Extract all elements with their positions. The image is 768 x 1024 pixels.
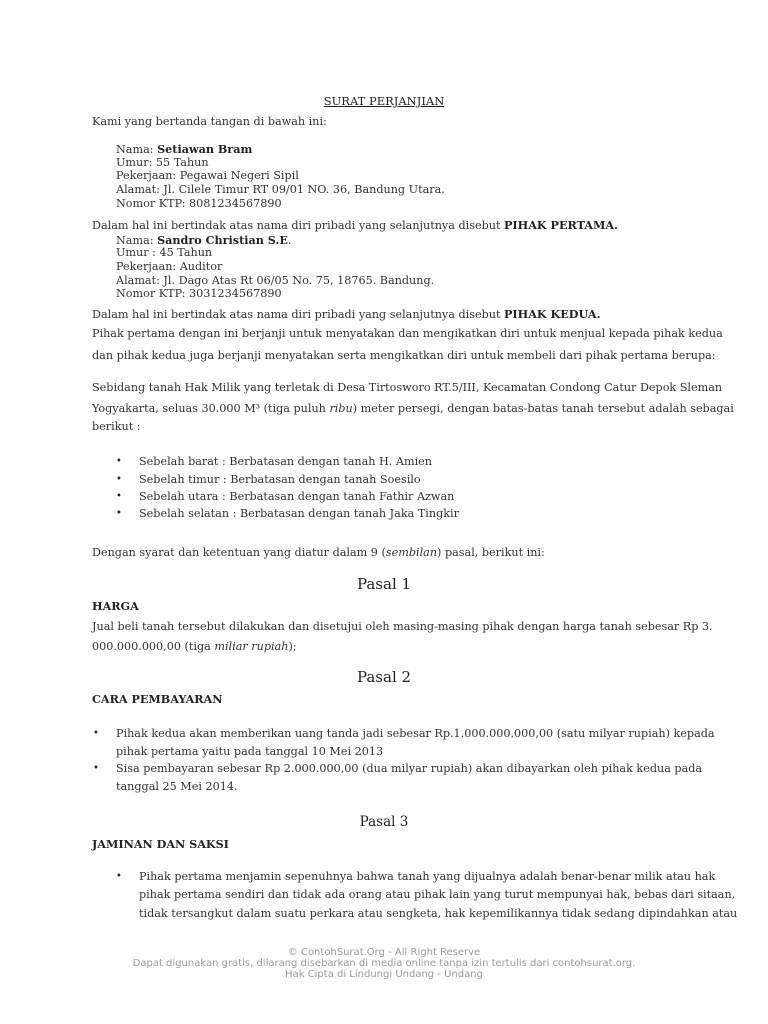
terms-text: Dengan syarat dan ketentuan yang diatur dalam 9 (sembilan) pasal, berikut ini:: [92, 546, 545, 559]
footer-notice: Dapat digunakan gratis, dilarang disebarkan di media online tanpa izin tertulis dari contohsurat.org.: [132, 958, 636, 969]
pasal-1-text: Jual beli tanah tersebut dilakukan dan disetujui oleh masing-masing pihak dengan harga tanah sebesar Rp 3.: [92, 620, 713, 633]
bullet-icon: •: [116, 491, 122, 502]
land-description-line: Yogyakarta, seluas 30.000 M³ (tiga puluh ribu) meter persegi, dengan batas-batas tanah tersebut adalah sebagai: [92, 402, 734, 415]
agreement-line: dan pihak kedua juga berjanji menyatakan serta mengikatkan diri untuk membeli dari pihak pertama berupa:: [92, 349, 716, 362]
bullet-icon: •: [116, 508, 122, 519]
pasal-1-heading: HARGA: [92, 599, 139, 613]
party1-name: Nama: Setiawan Bram: [116, 142, 253, 156]
party2-address: Alamat: Jl. Dago Atas Rt 06/05 No. 75, 18765. Bandung.: [116, 274, 435, 287]
party2-id: Nomor KTP: 3031234567890: [116, 287, 282, 300]
list-item: tanggal 25 Mei 2014.: [116, 780, 238, 793]
party1-statement: Dalam hal ini bertindak atas nama diri pribadi yang selanjutnya disebut PIHAK PERTAMA.: [92, 218, 618, 232]
list-item: pihak pertama yaitu pada tanggal 10 Mei 2013: [116, 745, 384, 758]
party2-statement: Dalam hal ini bertindak atas nama diri pribadi yang selanjutnya disebut PIHAK KEDUA.: [92, 307, 601, 321]
list-item: Sebelah selatan : Berbatasan dengan tanah Jaka Tingkir: [139, 507, 459, 520]
party2-name: Nama: Sandro Christian S.E.: [116, 233, 292, 247]
bullet-icon: •: [93, 763, 99, 774]
party2-job: Pekerjaan: Auditor: [116, 260, 223, 273]
pasal-2-title: Pasal 2: [356, 668, 412, 686]
land-description-line: berikut :: [92, 420, 141, 433]
agreement-line: Pihak pertama dengan ini berjanji untuk menyatakan dan mengikatkan diri untuk menjual kepada pihak kedua: [92, 327, 723, 340]
bullet-icon: •: [116, 474, 122, 485]
pasal-3-heading: JAMINAN DAN SAKSI: [92, 837, 229, 851]
list-item: Sebelah barat : Berbatasan dengan tanah H. Amien: [139, 455, 433, 468]
party1-address: Alamat: Jl. Cilele Timur RT 09/01 NO. 36, Bandung Utara.: [116, 183, 445, 196]
list-item: Pihak kedua akan memberikan uang tanda jadi sebesar Rp.1.000.000.000,00 (satu milyar rupiah) kepada: [116, 727, 715, 740]
list-item: Pihak pertama menjamin sepenuhnya bahwa tanah yang dijualnya adalah benar-benar milik atau hak: [139, 870, 716, 883]
pasal-2-heading: CARA PEMBAYARAN: [92, 692, 223, 706]
land-description-line: Sebidang tanah Hak Milik yang terletak di Desa Tirtosworo RT.5/III, Kecamatan Condong Catur Depok Sleman: [92, 381, 723, 394]
pasal-1-text: 000.000.000,00 (tiga miliar rupiah);: [92, 640, 297, 653]
footer-copyright: © ContohSurat.Org - All Right Reserve: [287, 947, 481, 958]
pasal-3-title: Pasal 3: [359, 814, 409, 830]
party1-id: Nomor KTP: 8081234567890: [116, 197, 282, 210]
list-item: Sebelah timur : Berbatasan dengan tanah Soesilo: [139, 473, 421, 486]
list-item: Sebelah utara : Berbatasan dengan tanah Fathir Azwan: [139, 490, 455, 503]
bullet-icon: •: [116, 456, 122, 467]
bullet-icon: •: [116, 871, 122, 882]
document-title: SURAT PERJANJIAN: [323, 94, 445, 108]
intro-text: Kami yang bertanda tangan di bawah ini:: [92, 115, 327, 128]
party1-age: Umur: 55 Tahun: [116, 156, 209, 169]
list-item: Sisa pembayaran sebesar Rp 2.000.000,00 (dua milyar rupiah) akan dibayarkan oleh pihak kedua pada: [116, 762, 703, 775]
footer-rights: Hak Cipta di Lindungi Undang - Undang: [285, 969, 483, 980]
pasal-1-title: Pasal 1: [356, 575, 412, 593]
list-item: tidak tersangkut dalam suatu perkara atau sengketa, hak kepemilikannya tidak sedang dipindahkan atau: [139, 907, 738, 920]
bullet-icon: •: [93, 728, 99, 739]
party2-age: Umur : 45 Tahun: [116, 246, 213, 259]
list-item: pihak pertama sendiri dan tidak ada orang atau pihak lain yang turut mempunyai hak, bebas dari sitaan,: [139, 888, 736, 901]
party1-job: Pekerjaan: Pegawai Negeri Sipil: [116, 169, 299, 182]
